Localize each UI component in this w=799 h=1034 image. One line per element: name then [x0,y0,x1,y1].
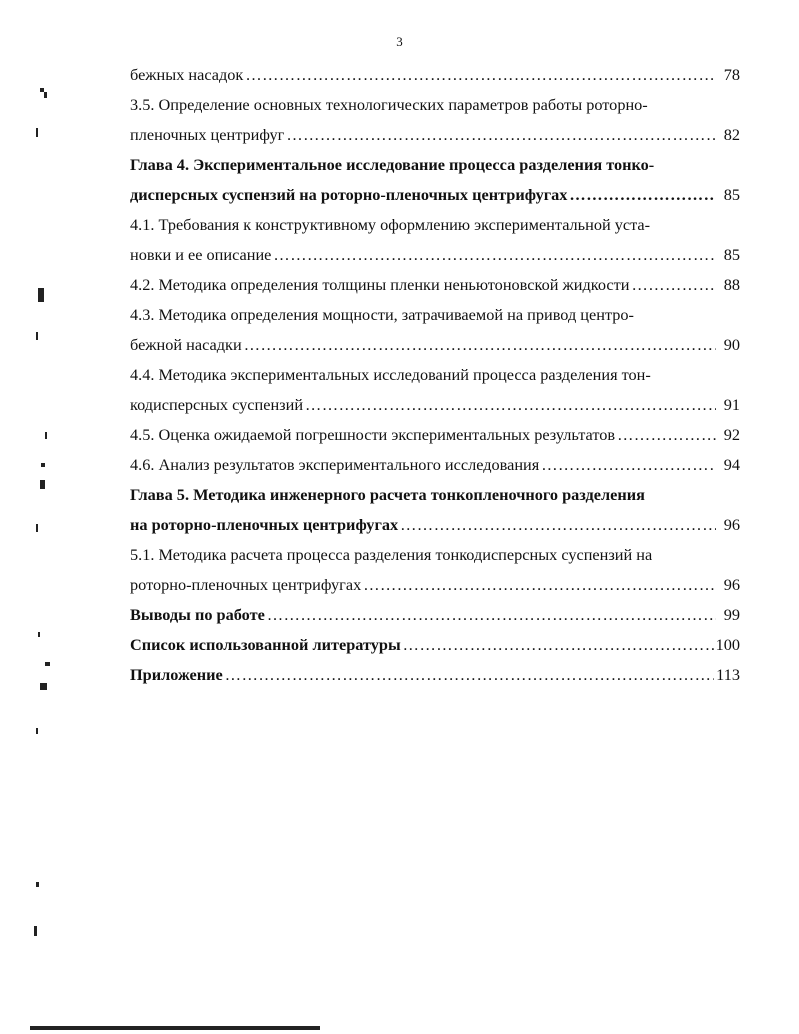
scan-artifact [40,480,45,489]
page-number: 3 [396,34,403,49]
toc-entry-text: роторно-пленочных центрифугах [130,575,362,594]
toc-entry-text: Приложение [130,665,223,684]
toc-entry-text: бежных насадок [130,65,244,84]
toc-chapter-heading [130,150,740,180]
toc-entry-text: кодисперсных суспензий [130,395,304,414]
scan-artifact [38,288,44,302]
toc-entry-text: 3.5. Определение основных технологических параметров работы роторно- [130,95,648,114]
toc-entry [130,360,740,390]
dot-leader [305,390,716,420]
toc-entry [130,60,740,90]
table-of-contents [130,60,740,690]
scan-artifact [41,463,45,467]
scan-artifact [45,432,47,439]
scan-artifact [36,728,38,734]
toc-entry-page: 90 [723,335,740,354]
toc-entry [130,90,740,120]
dot-leader [569,180,716,210]
scan-artifact [36,882,39,887]
toc-chapter-heading [130,480,740,510]
dot-leader [400,510,716,540]
toc-entry [130,570,740,600]
scan-artifact [44,92,47,98]
toc-entry-page: 92 [723,425,740,444]
toc-entry [130,600,740,630]
toc-entry-text: Выводы по работе [130,605,265,624]
toc-entry [130,450,740,480]
scan-bottom-edge [30,1026,320,1030]
dot-leader [631,270,716,300]
dot-leader [286,120,716,150]
toc-entry [130,240,740,270]
scan-artifact [36,332,38,340]
toc-chapter-heading [130,510,740,540]
toc-entry-text: 5.1. Методика расчета процесса разделения тонкодисперсных суспензий на [130,545,653,564]
toc-entry-page: 96 [723,575,740,594]
toc-entry-page: 96 [723,515,740,534]
toc-entry [130,660,740,690]
toc-entry-page: 88 [723,275,740,294]
scan-artifact [38,632,40,637]
dot-leader [273,240,716,270]
scan-artifact [36,524,38,532]
dot-leader [363,570,716,600]
dot-leader [541,450,716,480]
toc-entry-text: на роторно-пленочных центрифугах [130,515,399,534]
toc-entry [130,210,740,240]
toc-entry-page: 113 [716,665,740,684]
toc-entry-text: Глава 5. Методика инженерного расчета тонкопленочного разделения [130,485,645,504]
toc-entry-page: 94 [723,455,740,474]
dot-leader [403,630,714,660]
dot-leader [225,660,714,690]
scan-artifact [45,662,50,666]
toc-entry-page: 85 [723,245,740,264]
toc-entry-text: 4.1. Требования к конструктивному оформлению экспериментальной уста- [130,215,651,234]
toc-entry [130,270,740,300]
toc-entry-text: 4.2. Методика определения толщины пленки неньютоновской жидкости [130,275,630,294]
toc-entry-text: Список использованной литературы [130,635,401,654]
toc-entry-text: новки и ее описание [130,245,272,264]
toc-entry [130,420,740,450]
toc-entry-text: 4.4. Методика экспериментальных исследований процесса разделения тон- [130,365,651,384]
dot-leader [245,60,716,90]
toc-entry-page: 78 [723,65,740,84]
toc-entry-text: 4.5. Оценка ожидаемой погрешности экспериментальных результатов [130,425,616,444]
dot-leader [244,330,716,360]
toc-entry-page: 100 [715,635,740,654]
scan-artifact [40,683,47,690]
toc-entry [130,330,740,360]
toc-entry-text: дисперсных суспензий на роторно-пленочных центрифугах [130,185,568,204]
toc-entry-page: 99 [723,605,740,624]
toc-entry-text: пленочных центрифуг [130,125,285,144]
dot-leader [617,420,716,450]
toc-entry-text: 4.3. Методика определения мощности, затрачиваемой на привод центро- [130,305,634,324]
toc-entry [130,540,740,570]
toc-entry [130,300,740,330]
toc-entry-page: 82 [723,125,740,144]
toc-entry [130,120,740,150]
toc-chapter-heading [130,180,740,210]
toc-entry-text: бежной насадки [130,335,242,354]
toc-entry [130,630,740,660]
dot-leader [267,600,716,630]
toc-entry-text: Глава 4. Экспериментальное исследование процесса разделения тонко- [130,155,655,174]
scan-artifact [36,128,38,137]
scan-artifact [34,926,37,936]
toc-entry-page: 91 [723,395,740,414]
toc-entry-text: 4.6. Анализ результатов экспериментального исследования [130,455,540,474]
toc-entry [130,390,740,420]
toc-entry-page: 85 [723,185,740,204]
